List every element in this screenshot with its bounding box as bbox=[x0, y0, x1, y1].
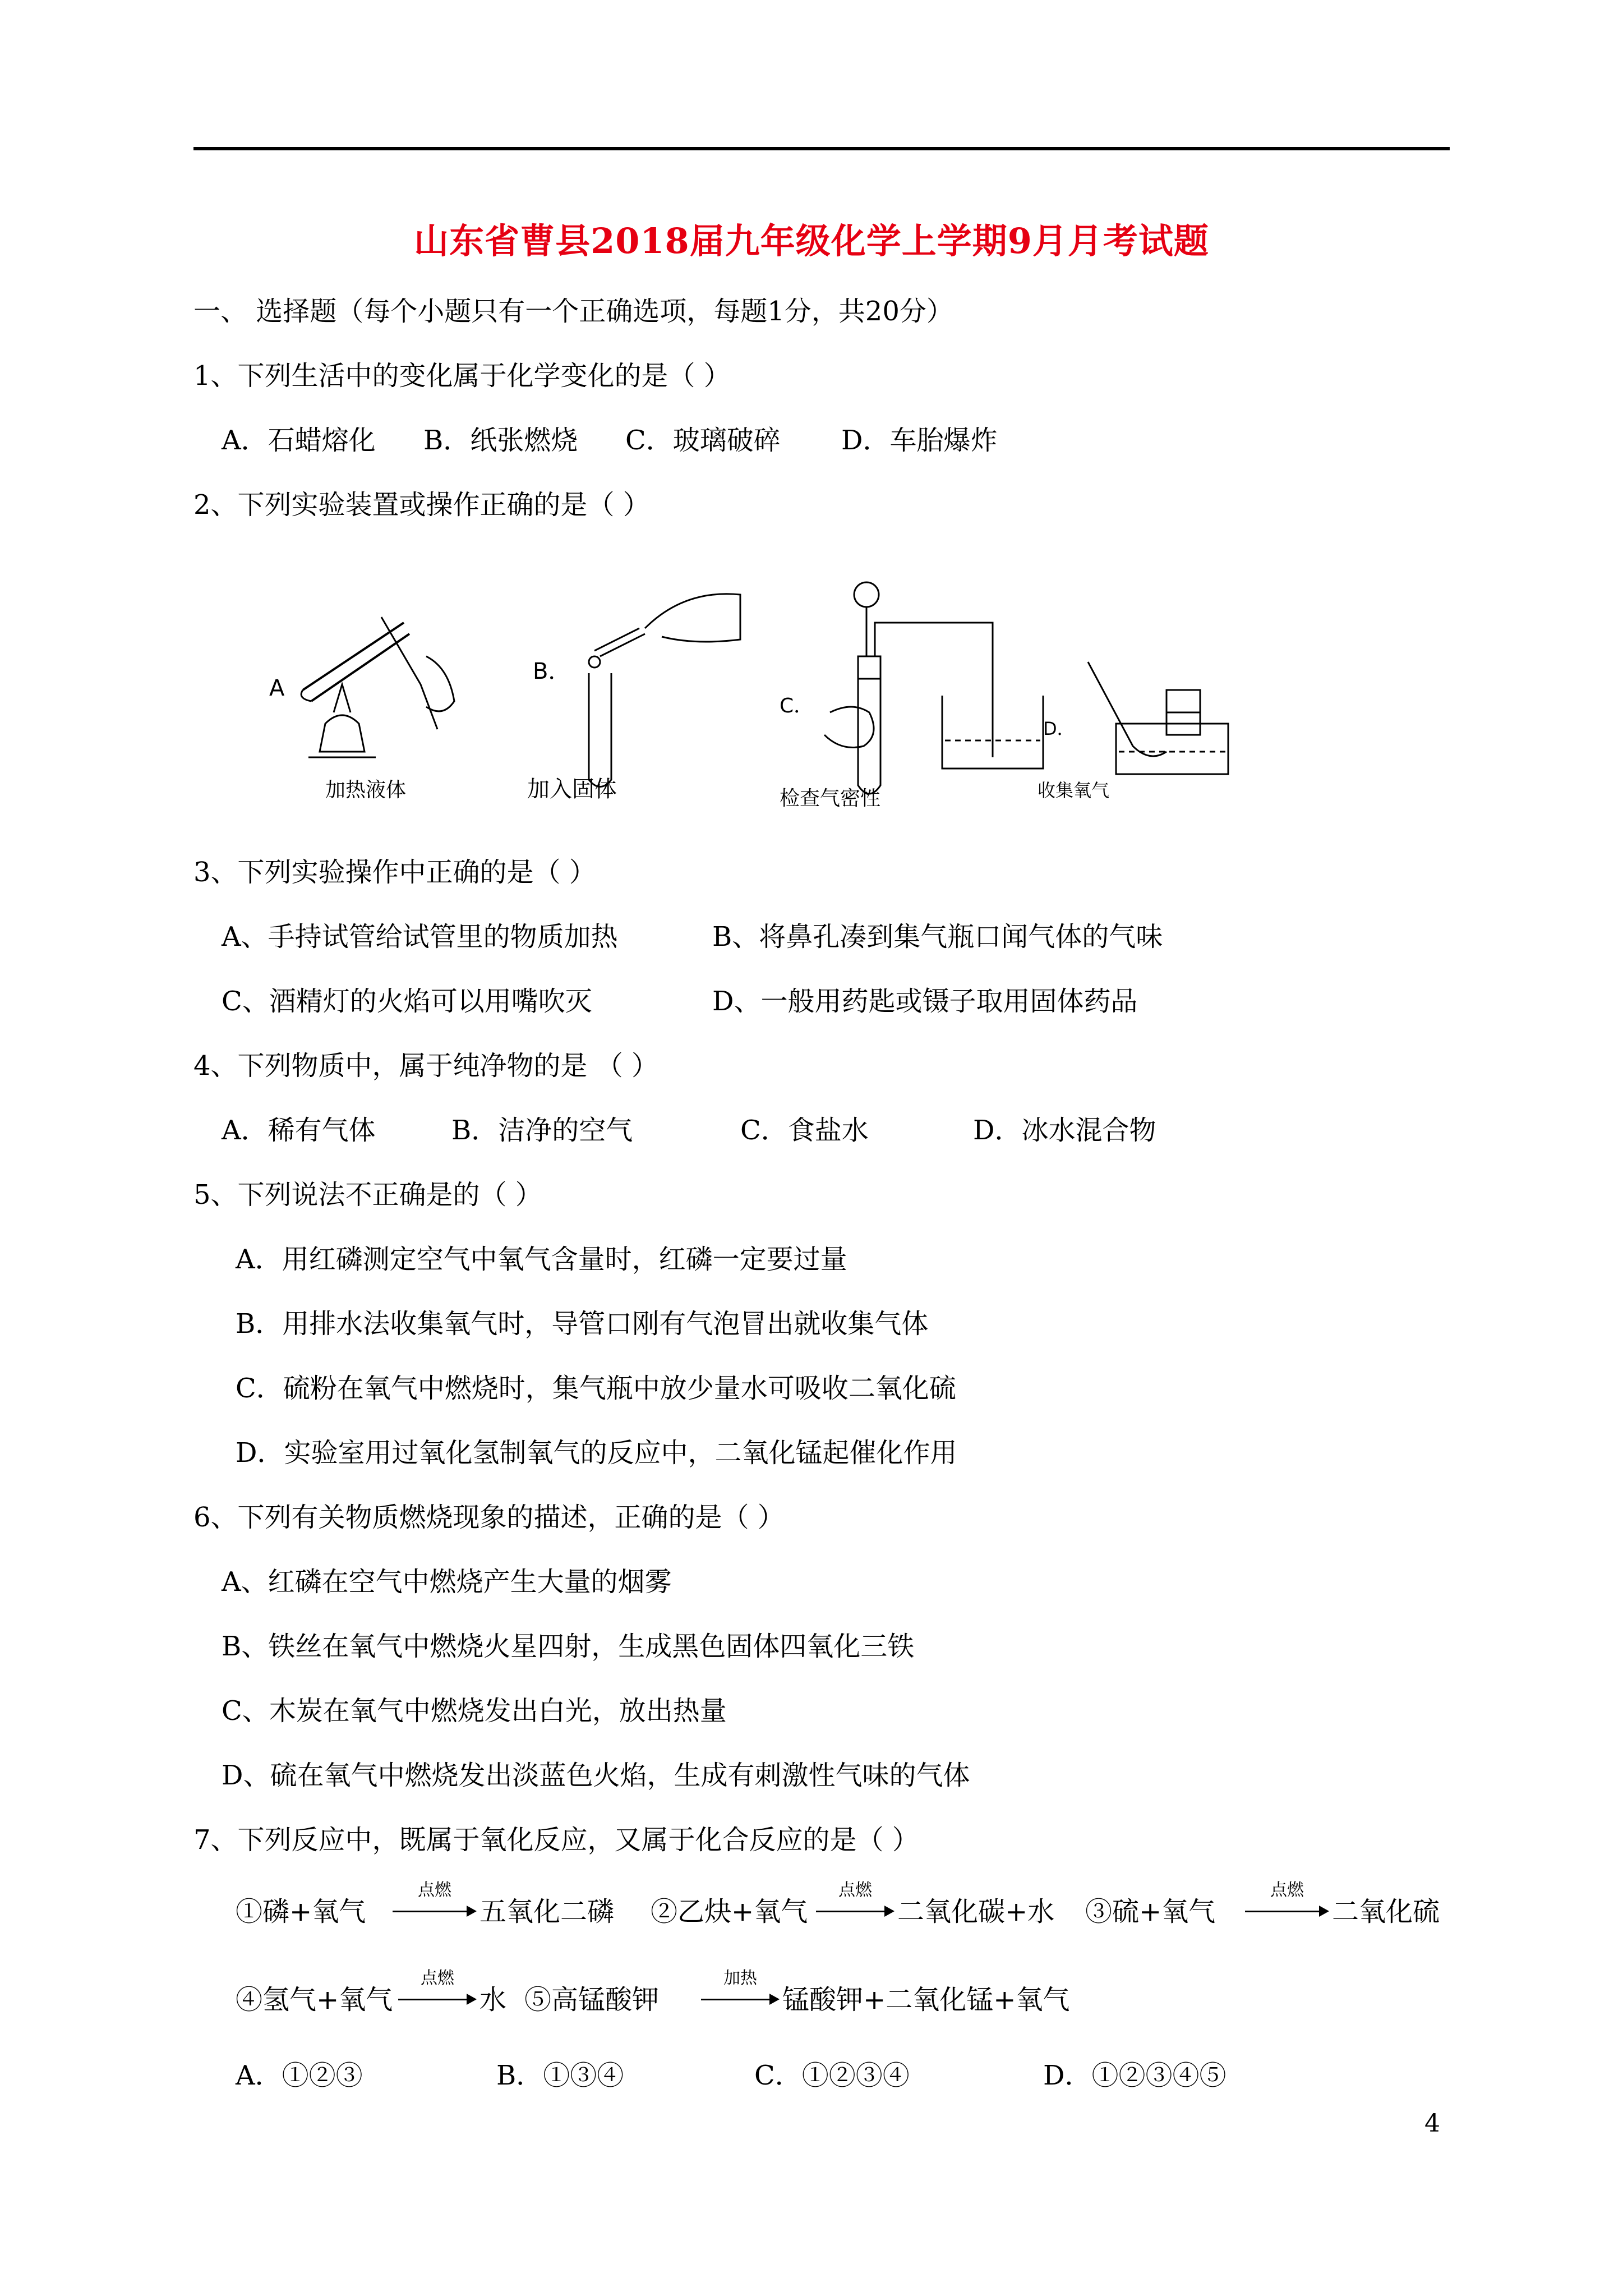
q4-option-c: C．食盐水 bbox=[740, 1115, 869, 1146]
reaction-3-reactants: ③硫+氧气 bbox=[1085, 1896, 1216, 1927]
q3-option-d: D、一般用药匙或镊子取用固体药品 bbox=[712, 986, 1138, 1017]
question-5-stem: 5、下列说法不正确是的（ ） bbox=[193, 1179, 542, 1211]
q7-option-a: A．①②③ bbox=[236, 2060, 363, 2091]
q5-option-b: B．用排水法收集氧气时，导管口刚有气泡冒出就收集气体 bbox=[236, 1308, 929, 1340]
reaction-3-products: 二氧化硫 bbox=[1332, 1896, 1440, 1927]
q7-option-c: C．①②③④ bbox=[754, 2060, 910, 2091]
reaction-3-condition: 点燃 bbox=[1270, 1880, 1304, 1900]
question-4-stem: 4、下列物质中，属于纯净物的是 （ ） bbox=[193, 1050, 659, 1082]
question-3-stem: 3、下列实验操作中正确的是（ ） bbox=[193, 857, 596, 888]
figure-a-heating-liquid bbox=[301, 617, 454, 757]
reaction-5-products: 锰酸钾+二氧化锰+氧气 bbox=[782, 1984, 1070, 2016]
q5-option-d: D．实验室用过氧化氢制氧气的反应中，二氧化锰起催化作用 bbox=[236, 1437, 957, 1469]
figure-c-caption: 检查气密性 bbox=[780, 787, 881, 810]
figure-b-caption: 加入固体 bbox=[527, 776, 617, 802]
question-1-stem: 1、下列生活中的变化属于化学变化的是（ ） bbox=[193, 360, 731, 392]
reaction-2-arrow bbox=[816, 1880, 895, 1929]
q6-option-a: A、红磷在空气中燃烧产生大量的烟雾 bbox=[222, 1566, 672, 1598]
reaction-5-reactants: ⑤高锰酸钾 bbox=[524, 1984, 660, 2016]
reaction-2-products: 二氧化碳+水 bbox=[897, 1896, 1055, 1927]
q6-option-c: C、木炭在氧气中燃烧发出白光，放出热量 bbox=[222, 1695, 727, 1727]
header-rule bbox=[193, 147, 1450, 150]
q5-option-c: C．硫粉在氧气中燃烧时，集气瓶中放少量水可吸收二氧化硫 bbox=[236, 1373, 956, 1404]
figure-d-oxygen-collection bbox=[1088, 662, 1228, 774]
figure-c-letter: C． bbox=[780, 694, 814, 717]
reaction-1-reactants: ①磷+氧气 bbox=[236, 1896, 366, 1927]
q4-option-b: B．洁净的空气 bbox=[451, 1115, 633, 1146]
reaction-3-arrow bbox=[1245, 1880, 1329, 1929]
q1-option-a: A．石蜡熔化 bbox=[222, 425, 376, 456]
reaction-2-reactants: ②乙炔+氧气 bbox=[651, 1896, 808, 1927]
q3-option-a: A、手持试管给试管里的物质加热 bbox=[222, 921, 618, 953]
reaction-2-condition: 点燃 bbox=[838, 1880, 872, 1900]
reaction-4-arrow bbox=[398, 1968, 477, 2017]
reaction-4-reactants: ④氢气+氧气 bbox=[236, 1984, 393, 2016]
q3-option-b: B、将鼻孔凑到集气瓶口闻气体的气味 bbox=[712, 921, 1163, 953]
q1-option-c: C．玻璃破碎 bbox=[625, 425, 781, 456]
reaction-1-condition: 点燃 bbox=[418, 1880, 451, 1900]
apparatus-figures bbox=[258, 572, 1256, 819]
figure-a-caption: 加热液体 bbox=[325, 779, 407, 802]
q6-option-d: D、硫在氧气中燃烧发出淡蓝色火焰，生成有刺激性气味的气体 bbox=[222, 1760, 970, 1791]
q4-option-a: A．稀有气体 bbox=[222, 1115, 376, 1146]
reaction-5-condition: 加热 bbox=[723, 1968, 757, 1988]
figure-d-letter: D． bbox=[1043, 718, 1075, 739]
question-7-stem: 7、下列反应中，既属于氧化反应，又属于化合反应的是（ ） bbox=[193, 1824, 919, 1856]
figure-c-airtightness-check bbox=[824, 582, 1043, 794]
question-6-stem: 6、下列有关物质燃烧现象的描述，正确的是（ ） bbox=[193, 1502, 785, 1533]
page-title: 山东省曹县2018届九年级化学上学期9月月考试题 bbox=[414, 220, 1209, 261]
figure-b-adding-solid bbox=[589, 594, 740, 787]
reaction-1-products: 五氧化二磷 bbox=[479, 1896, 615, 1927]
q3-option-c: C、酒精灯的火焰可以用嘴吹灭 bbox=[222, 986, 592, 1017]
reaction-4-products: 水 bbox=[479, 1984, 507, 2016]
q7-option-d: D．①②③④⑤ bbox=[1043, 2060, 1227, 2091]
figure-b-letter: B． bbox=[533, 659, 571, 684]
q1-option-b: B．纸张燃烧 bbox=[423, 425, 578, 456]
figure-a-letter: A bbox=[269, 675, 285, 701]
page-number: 4 bbox=[1424, 2109, 1440, 2138]
apparatus-drawing bbox=[258, 572, 1256, 819]
reaction-5-arrow bbox=[701, 1968, 780, 2017]
q4-option-d: D．冰水混合物 bbox=[973, 1115, 1156, 1146]
q5-option-a: A．用红磷测定空气中氧气含量时，红磷一定要过量 bbox=[236, 1244, 847, 1275]
reaction-4-condition: 点燃 bbox=[421, 1968, 454, 1988]
figure-d-caption: 收集氧气 bbox=[1038, 780, 1110, 801]
section-heading: 一、 选择题（每个小题只有一个正确选项，每题1分，共20分） bbox=[193, 296, 953, 327]
question-2-stem: 2、下列实验装置或操作正确的是（ ） bbox=[193, 489, 650, 521]
q7-option-b: B．①③④ bbox=[496, 2060, 624, 2091]
q6-option-b: B、铁丝在氧气中燃烧火星四射，生成黑色固体四氧化三铁 bbox=[222, 1631, 915, 1662]
q1-option-d: D．车胎爆炸 bbox=[841, 425, 998, 456]
reaction-1-arrow bbox=[393, 1880, 477, 1929]
